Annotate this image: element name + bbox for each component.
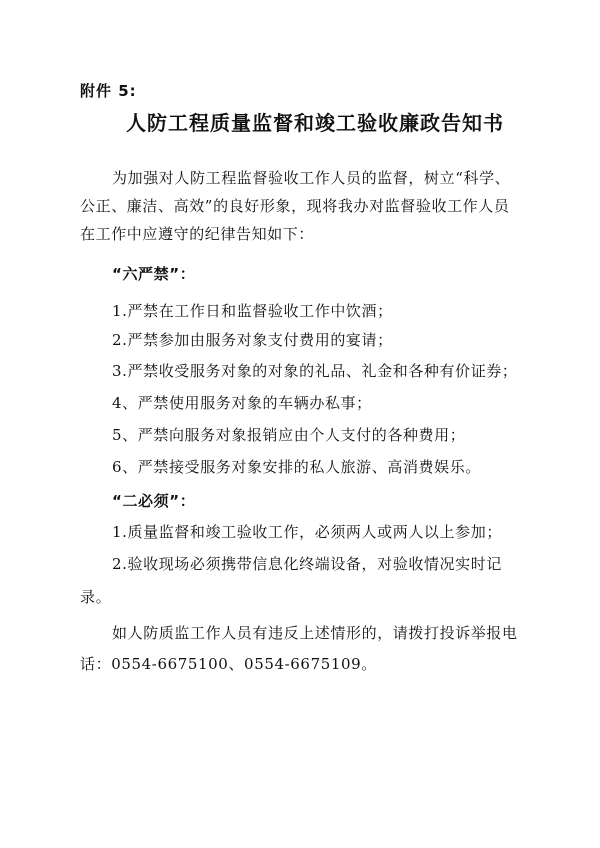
prohibition-item: 3.严禁收受服务对象的对象的礼品、礼金和各种有价证券； (112, 362, 518, 380)
six-prohibitions-heading: “六严禁”： (112, 265, 196, 283)
must-item: 2.验收现场必须携带信息化终端设备，对验收情况实时记 (112, 555, 502, 573)
two-musts-heading: “二必须”： (112, 492, 196, 510)
prohibition-item: 1.严禁在工作日和监督验收工作中饮酒； (112, 302, 393, 320)
intro-line-1: 为加强对人防工程监督验收工作人员的监督，树立“科学、 (112, 169, 511, 187)
prohibition-item: 2.严禁参加由服务对象支付费用的宴请； (112, 331, 393, 349)
must-item-continuation: 录。 (80, 588, 112, 606)
must-item: 1.质量监督和竣工验收工作，必须两人或两人以上参加； (112, 523, 502, 541)
report-line-2: 话：0554-6675100、0554-6675109。 (80, 655, 377, 673)
prohibition-item: 4、严禁使用服务对象的车辆办私事； (112, 394, 372, 412)
report-line-1: 如人防质监工作人员有违反上述情形的，请拨打投诉举报电 (112, 624, 518, 642)
prohibition-item: 6、严禁接受服务对象安排的私人旅游、高消费娱乐。 (112, 458, 481, 476)
intro-line-2: 公正、廉洁、高效”的良好形象，现将我办对监督验收工作人员 (80, 197, 510, 215)
document-title: 人防工程质量监督和竣工验收廉政告知书 (126, 111, 504, 135)
prohibition-item: 5、严禁向服务对象报销应由个人支付的各种费用； (112, 426, 466, 444)
attachment-label: 附件 5: (80, 82, 137, 100)
intro-line-3: 在工作中应遵守的纪律告知如下： (80, 225, 315, 243)
